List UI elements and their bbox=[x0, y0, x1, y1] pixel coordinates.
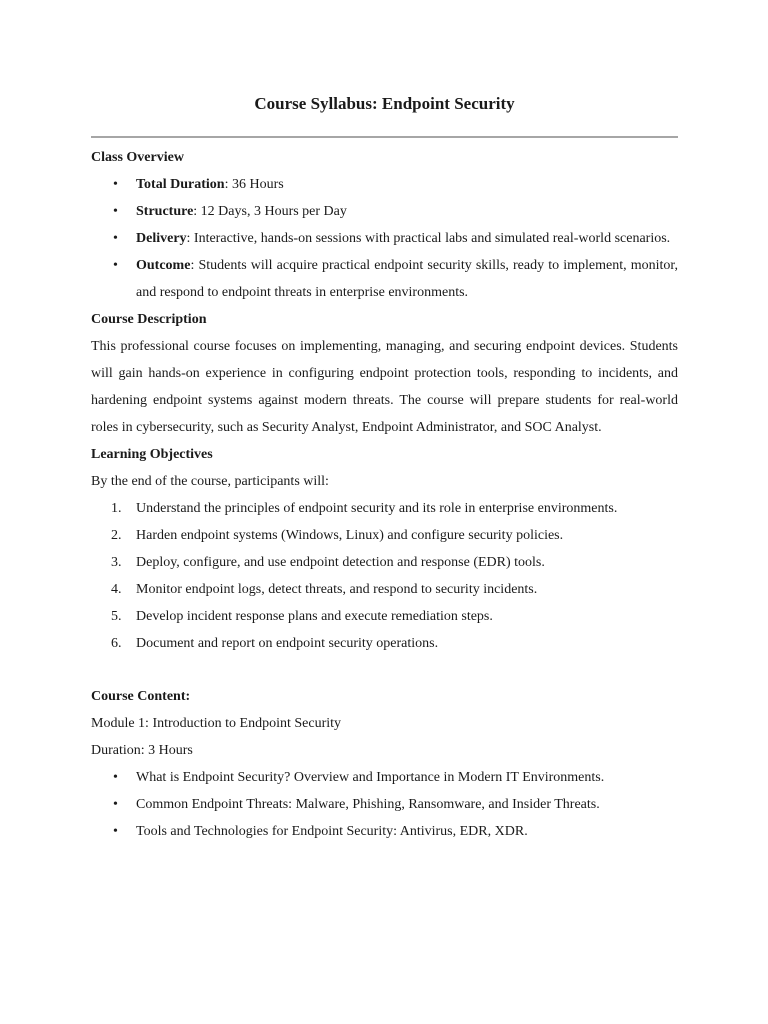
item-number: 6. bbox=[111, 636, 122, 651]
item-text: Deploy, configure, and use endpoint detection and response (EDR) tools. bbox=[136, 555, 545, 570]
bullet-icon: • bbox=[113, 177, 118, 192]
title-divider bbox=[91, 136, 678, 138]
module-title: Module 1: Introduction to Endpoint Security bbox=[91, 716, 342, 731]
item-text: Common Endpoint Threats: Malware, Phishing, Ransomware, and Insider Threats. bbox=[136, 797, 600, 812]
list-item bbox=[91, 495, 678, 522]
syllabus-page bbox=[91, 90, 678, 845]
item-label: Delivery bbox=[136, 231, 187, 246]
list-item bbox=[91, 252, 678, 306]
item-text: : Interactive, hands-on sessions with practical labs and simulated real-world scenarios. bbox=[186, 231, 671, 246]
list-item bbox=[91, 603, 678, 630]
page-title: Course Syllabus: Endpoint Security bbox=[254, 94, 515, 113]
course-description-heading: Course Description bbox=[91, 312, 207, 327]
item-number: 4. bbox=[111, 582, 122, 597]
bullet-icon: • bbox=[113, 258, 118, 273]
list-item bbox=[91, 198, 678, 225]
item-label: Total Duration bbox=[136, 177, 225, 192]
item-text: Tools and Technologies for Endpoint Security: Antivirus, EDR, XDR. bbox=[136, 824, 528, 839]
item-label: Outcome bbox=[136, 258, 191, 273]
class-overview-heading: Class Overview bbox=[91, 150, 184, 165]
learning-objectives-list bbox=[91, 495, 678, 657]
item-text: : 12 Days, 3 Hours per Day bbox=[193, 204, 347, 219]
list-item bbox=[91, 630, 678, 657]
item-label: Structure bbox=[136, 204, 194, 219]
bullet-icon: • bbox=[113, 770, 118, 785]
item-number: 3. bbox=[111, 555, 122, 570]
module-duration: Duration: 3 Hours bbox=[91, 743, 193, 758]
list-item bbox=[91, 549, 678, 576]
course-content-heading: Course Content: bbox=[91, 689, 191, 704]
bullet-icon: • bbox=[113, 824, 118, 839]
item-text: : Students will acquire practical endpoint security skills, ready to implement, monitor, and respond to endpoint threats in enterprise environments. bbox=[136, 258, 678, 300]
bullet-icon: • bbox=[113, 797, 118, 812]
list-item bbox=[91, 171, 678, 198]
bullet-icon: • bbox=[113, 204, 118, 219]
list-item bbox=[91, 225, 678, 252]
list-item bbox=[91, 522, 678, 549]
module-topics-list bbox=[91, 764, 678, 845]
learning-objectives-intro: By the end of the course, participants will: bbox=[91, 474, 329, 489]
item-number: 5. bbox=[111, 609, 122, 624]
bullet-icon: • bbox=[113, 231, 118, 246]
list-item bbox=[91, 764, 678, 791]
item-text: Develop incident response plans and execute remediation steps. bbox=[136, 609, 493, 624]
item-number: 1. bbox=[111, 501, 122, 516]
item-text: : 36 Hours bbox=[224, 177, 284, 192]
item-text: Understand the principles of endpoint security and its role in enterprise environments. bbox=[136, 501, 618, 516]
list-item bbox=[91, 576, 678, 603]
section-spacer bbox=[91, 657, 678, 683]
list-item bbox=[91, 818, 678, 845]
class-overview-list bbox=[91, 171, 678, 306]
item-number: 2. bbox=[111, 528, 122, 543]
item-text: Monitor endpoint logs, detect threats, and respond to security incidents. bbox=[136, 582, 538, 597]
learning-objectives-heading: Learning Objectives bbox=[91, 447, 213, 462]
course-description-text: This professional course focuses on implementing, managing, and securing endpoint devices. Students will gain hands-on experience in configuring endpoint protection tools, responding to incidents, and hardening endpoint systems against modern threats. The course will prepare students for real-world roles in cybersecurity, such as Security Analyst, Endpoint Administrator, and SOC Analyst. bbox=[91, 339, 678, 435]
item-text: Document and report on endpoint security operations. bbox=[136, 636, 439, 651]
item-text: Harden endpoint systems (Windows, Linux) and configure security policies. bbox=[136, 528, 564, 543]
item-text: What is Endpoint Security? Overview and Importance in Modern IT Environments. bbox=[136, 770, 605, 785]
list-item bbox=[91, 791, 678, 818]
